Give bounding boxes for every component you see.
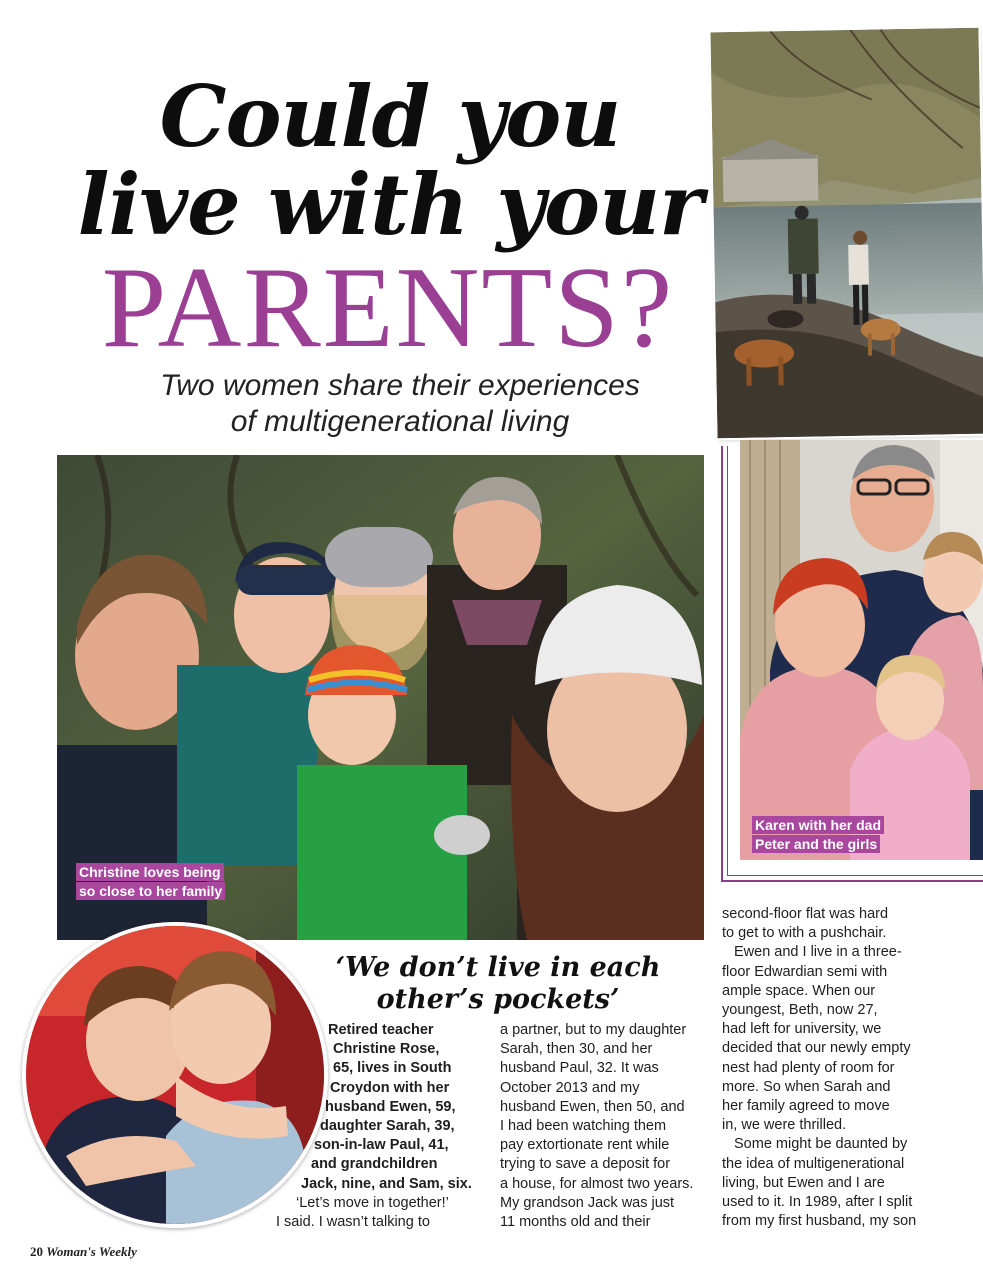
article-col-3 [722,905,942,1231]
col3-line: her family agreed to move [722,1098,890,1115]
intro-line: 65, lives in South [333,1060,452,1077]
page-number: 20 [30,1244,43,1259]
col3-line: living, but Ewen and I are [722,1174,885,1191]
col3-line: decided that our newly empty [722,1040,911,1057]
karen-family-caption [752,816,912,854]
intro-line: Croydon with her [330,1079,450,1096]
col3-line: Ewen and I live in a three- [734,944,902,961]
lake-walk-illustration [710,28,983,439]
col2-line: Sarah, then 30, and her [500,1041,653,1058]
col1-line: I said. I wasn’t talking to [276,1214,430,1231]
intro-line: husband Ewen, 59, [325,1098,456,1115]
karen-family-photo [740,440,983,860]
karen-caption-line-1: Karen with her dad [752,816,884,834]
intro-line: Retired teacher [328,1022,434,1038]
page-folio [30,1244,137,1260]
col3-line: had left for university, we [722,1021,882,1038]
col3-line: the idea of multigenerational [722,1155,905,1172]
magazine-name: Woman's Weekly [46,1244,137,1259]
intro-line: and grandchildren [311,1156,438,1173]
karen-family-illustration [740,440,983,860]
col3-line: more. So when Sarah and [722,1078,891,1095]
col2-line: My grandson Jack was just [500,1194,675,1211]
col3-line: second-floor flat was hard [722,906,889,922]
col2-line: a house, for almost two years. [500,1175,694,1192]
col2-line: 11 months old and their [500,1214,651,1231]
intro-line: Christine Rose, [333,1041,440,1058]
headline-line-2: live with your [77,155,703,254]
col3-line: Some might be daunted by [734,1136,908,1153]
article-intro [0,1021,480,1194]
intro-line: son-in-law Paul, 41, [314,1137,449,1154]
col3-line: used to it. In 1989, after I split [722,1194,913,1211]
col3-line: youngest, Beth, now 27, [722,1002,878,1019]
col2-line: a partner, but to my daughter [500,1022,687,1038]
frame-bottom-inner [727,875,983,876]
quote-heading-line-1: ‘We don’t live in each [335,952,661,983]
col3-line: floor Edwardian semi with [722,963,888,980]
family-caption-line-2: so close to her family [76,882,225,900]
col2-line: trying to save a deposit for [500,1156,671,1173]
intro-line: daughter Sarah, 39, [320,1118,455,1135]
col3-line: ample space. When our [722,982,876,999]
col2-line: husband Paul, 32. It was [500,1060,659,1077]
standfirst-line-1: Two women share their experiences [160,369,640,402]
headline-line-1: Could you [159,67,621,166]
col1-line: ‘Let’s move in together!’ [296,1195,449,1211]
family-group-caption [76,863,256,901]
intro-line: Jack, nine, and Sam, six. [301,1175,472,1192]
article-col-1-body [0,1194,480,1232]
family-caption-line-1: Christine loves being [76,863,224,881]
article-col-2 [500,1021,710,1232]
lake-walk-photo [710,28,983,439]
col3-line: to get to with a pushchair. [722,925,887,942]
col2-line: husband Ewen, then 50, and [500,1098,685,1115]
col3-line: nest had plenty of room for [722,1059,895,1076]
standfirst-line-2: of multigenerational living [230,405,570,438]
col2-line: I had been watching them [500,1118,667,1135]
headline-parents: PARENTS? [101,244,675,372]
frame-left-inner [727,446,728,876]
quote-heading-line-2: other’s pockets’ [376,984,620,1015]
frame-left [721,446,723,882]
karen-caption-line-2: Peter and the girls [752,835,880,853]
col3-line: from my first husband, my son [722,1213,917,1230]
col2-line: October 2013 and my [500,1079,640,1096]
col2-line: pay extortionate rent while [500,1137,670,1154]
col3-line: in, we were thrilled. [722,1117,847,1134]
frame-bottom [721,880,983,882]
